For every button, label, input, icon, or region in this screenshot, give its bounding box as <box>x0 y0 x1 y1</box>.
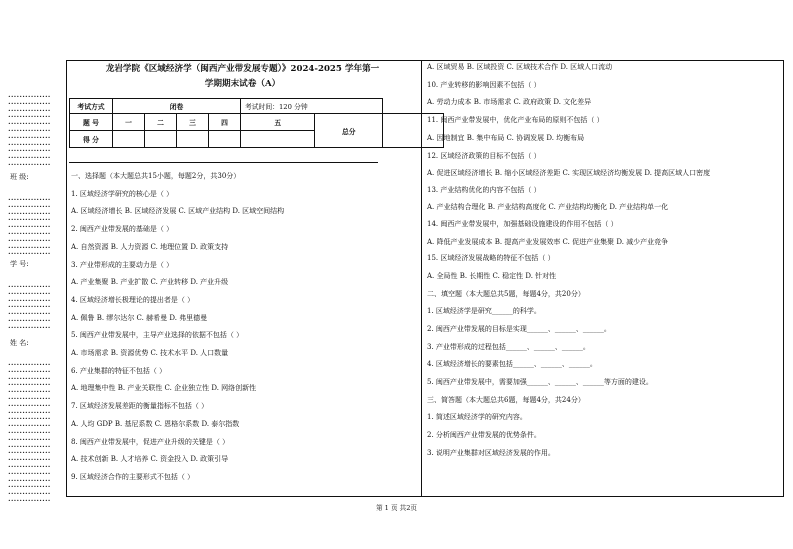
question-line: A. 市场需求 B. 资源优势 C. 技术水平 D. 人口数量 <box>71 349 229 358</box>
question-line: A. 产业结构合理化 B. 产业结构高度化 C. 产业结构均衡化 D. 产业结构单一化 <box>427 203 669 212</box>
total-label: 总分 <box>315 114 383 148</box>
question-line: 9. 区域经济合作的主要形式不包括（ ） <box>71 472 195 481</box>
section-3: 三 <box>177 114 209 131</box>
score-table <box>69 98 444 148</box>
question-line: 3. 说明产业集群对区域经济发展的作用。 <box>427 448 555 457</box>
exam-method-value: 闭卷 <box>113 99 241 114</box>
section-1: 一 <box>113 114 145 131</box>
section-4: 四 <box>209 114 241 131</box>
exam-title <box>70 62 415 92</box>
question-line: 4. 区域经济增长极理论的提出者是（ ） <box>71 295 195 304</box>
question-line: 3. 产业带形成的主要动力是（ ） <box>71 260 174 269</box>
dot-column-mid2: ••••••••••••••• ••••••••••••••• ••••••••••••••• ••••••••••••••• ••••••••••••••• ••••••••••••••• ••••••••••••••• <box>8 285 51 331</box>
question-line: 15. 区域经济发展战略的特征不包括（ ） <box>427 254 555 263</box>
header-separator <box>69 162 378 163</box>
right-question-column <box>427 59 777 463</box>
question-line: A. 促进区域经济增长 B. 缩小区域经济差距 C. 实现区域经济均衡发展 D. 提高区域人口密度 <box>427 169 711 178</box>
question-line: A. 降低产业发展成本 B. 提高产业发展效率 C. 促进产业集聚 D. 减少产业竞争 <box>427 237 669 246</box>
score-label: 得 分 <box>70 131 113 148</box>
question-line: 5. 闽西产业带发展中，主导产业选择的依据不包括（ ） <box>71 331 244 340</box>
question-line: A. 自然资源 B. 人力资源 C. 地理位置 D. 政策支持 <box>71 242 229 251</box>
question-line: 14. 闽西产业带发展中，加强基础设施建设的作用不包括（ ） <box>427 219 618 228</box>
question-line: 6. 产业集群的特征不包括（ ） <box>71 366 167 375</box>
left-question-column <box>71 168 416 487</box>
binding-margin <box>8 95 58 515</box>
question-line: A. 人均 GDP B. 基尼系数 C. 恩格尔系数 D. 泰尔指数 <box>71 419 240 428</box>
question-line: 8. 闽西产业带发展中，促进产业升级的关键是（ ） <box>71 437 230 446</box>
question-no-label: 题 号 <box>70 114 113 131</box>
score-cell-2[interactable] <box>145 131 177 148</box>
question-line: A. 因地制宜 B. 集中布局 C. 协调发展 D. 均衡布局 <box>427 133 585 142</box>
question-line: 10. 产业转移的影响因素不包括（ ） <box>427 80 541 89</box>
question-line: 11. 闽西产业带发展中，优化产业布局的原则不包括（ ） <box>427 116 604 125</box>
dot-column-mid1: ••••••••••••••• ••••••••••••••• ••••••••••••••• ••••••••••••••• ••••••••••••••• ••••••••••••••• ••••••••••••••• ••••••••••••••• ••••••••••••••• <box>8 198 51 258</box>
question-line: 二、填空题（本大题总共5题，每题4分，共20分） <box>427 289 585 298</box>
question-line: A. 区域经济增长 B. 区域经济发展 C. 区域产业结构 D. 区域空间结构 <box>71 207 285 216</box>
dot-column-bottom: ••••••••••••••• ••••••••••••••• ••••••••••••••• ••••••••••••••• ••••••••••••••• ••••••••••••••• ••••••••••••••• ••••••••••••••• ••••••••••••••• ••••••••••••••• ••••••••••••••• ••••••••••••••• ••••••••••••••• ••••••••••••••• ••••••••••••••• ••••••••••••••• ••••••••••••••• ••••••••••••••• ••••••••••••••• ••••••••••••••• ••••••••••••••• <box>8 363 51 504</box>
question-line: 2. 闽西产业带发展的目标是实现______、______、______。 <box>427 324 611 333</box>
question-line: 3. 产业带形成的过程包括______、______、______。 <box>427 342 590 351</box>
score-cell-3[interactable] <box>177 131 209 148</box>
question-line: A. 全局性 B. 长期性 C. 稳定性 D. 针对性 <box>427 271 557 280</box>
exam-title-line2: 学期期末试卷（A） <box>204 79 281 89</box>
question-line: 13. 产业结构优化的内容不包括（ ） <box>427 185 541 194</box>
exam-time: 考试时间：120 分钟 <box>241 99 383 114</box>
section-5: 五 <box>241 114 315 131</box>
section-2: 二 <box>145 114 177 131</box>
question-line: 7. 区域经济发展差距的衡量指标不包括（ ） <box>71 402 209 411</box>
question-line: 一、选择题（本大题总共15小题，每题2分，共30分） <box>71 172 241 180</box>
question-line: 1. 简述区域经济学的研究内容。 <box>427 413 527 422</box>
page-footer: 第 1 页 共2页 <box>375 504 418 512</box>
question-line: 2. 分析闽西产业带发展的优势条件。 <box>427 431 541 440</box>
question-line: 2. 闽西产业带发展的基础是（ ） <box>71 225 174 234</box>
score-cell-5[interactable] <box>241 131 315 148</box>
name-label: 姓 名: <box>10 339 29 347</box>
question-line: A. 劳动力成本 B. 市场需求 C. 政府政策 D. 文化差异 <box>427 98 592 107</box>
question-line: A. 产业集聚 B. 产业扩散 C. 产业转移 D. 产业升级 <box>71 278 229 287</box>
question-line: A. 地理集中性 B. 产业关联性 C. 企业独立性 D. 网络创新性 <box>71 384 257 393</box>
question-line: 12. 区域经济政策的目标不包括（ ） <box>427 151 541 160</box>
question-line: 1. 区域经济学是研究______的科学。 <box>427 307 541 316</box>
exam-title-line1: 龙岩学院《区域经济学（闽西产业带发展专题）》2024-2025 学年第一 <box>105 64 380 74</box>
question-line: A. 技术创新 B. 人才培养 C. 资金投入 D. 政策引导 <box>71 455 229 464</box>
dot-column-top: ••••••••••••••• ••••••••••••••• ••••••••••••••• ••••••••••••••• ••••••••••••••• ••••••••••••••• ••••••••••••••• ••••••••••••••• ••••••••••••••• ••••••••••••••• ••••••••••••••• <box>8 95 51 168</box>
exam-method-label: 考试方式 <box>70 99 113 114</box>
score-cell-4[interactable] <box>209 131 241 148</box>
question-line: 5. 闽西产业带发展中，需要加强______、______、______等方面的建设。 <box>427 378 653 387</box>
score-cell-1[interactable] <box>113 131 145 148</box>
student-id-label: 学 号: <box>10 260 29 268</box>
question-line: 三、简答题（本大题总共6题，每题4分，共24分） <box>427 395 585 404</box>
question-line: 4. 区域经济增长的要素包括______、______、______。 <box>427 360 597 369</box>
question-line: A. 佩鲁 B. 缪尔达尔 C. 赫希曼 D. 弗里德曼 <box>71 313 208 322</box>
question-line: A. 区域贸易 B. 区域投资 C. 区域技术合作 D. 区域人口流动 <box>427 63 613 71</box>
class-label: 班 级: <box>10 173 29 181</box>
question-line: 1. 区域经济学研究的核心是（ ） <box>71 189 174 198</box>
